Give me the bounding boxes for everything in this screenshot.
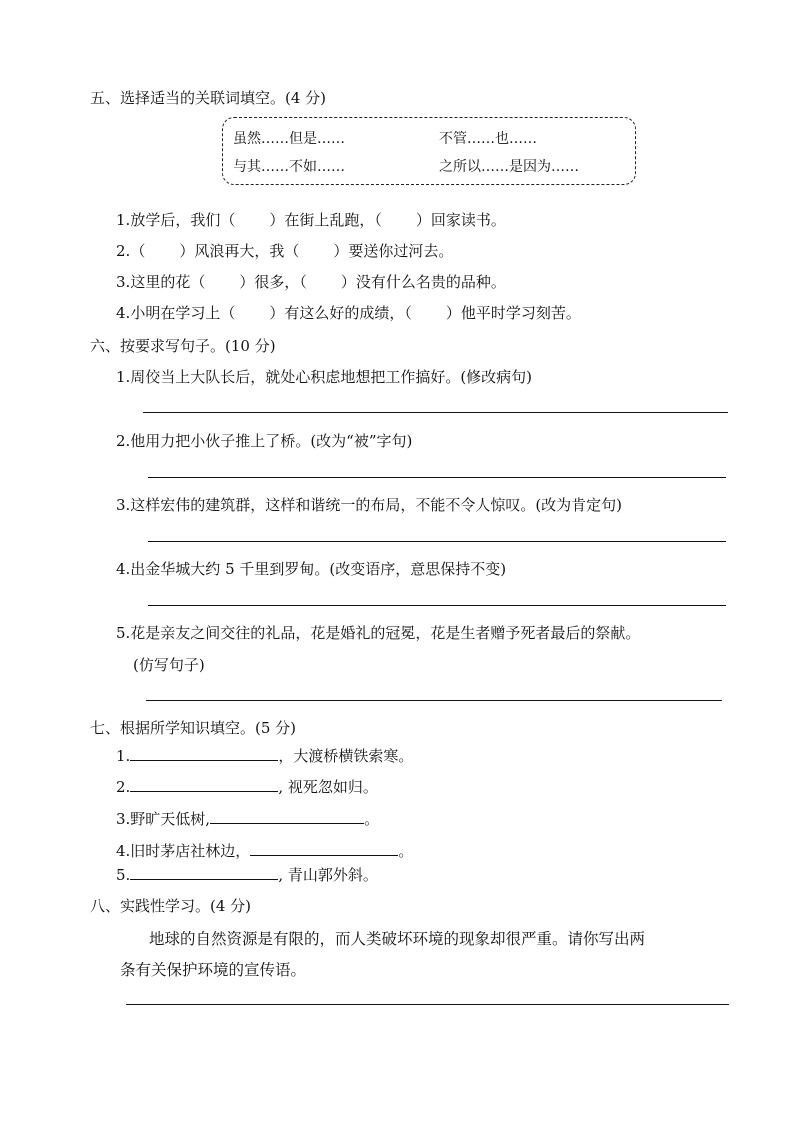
word-pair-3: 与其……不如……	[233, 159, 345, 175]
answer-line[interactable]	[126, 1004, 729, 1005]
s6-question-1: 1.周佼当上大队长后，就处心积虑地想把工作搞好。(修改病句)	[116, 368, 533, 386]
s5-question-2: 2.（ ）风浪再大，我（ ）要送你过河去。	[116, 242, 454, 260]
s7-question-1: 1. ，大渡桥横铁索寒。	[116, 744, 413, 766]
answer-line[interactable]	[143, 412, 728, 413]
s5-question-4: 4.小明在学习上（ ）有这么好的成绩，（ ）他平时学习刻苦。	[116, 304, 581, 322]
s7-question-4: 4.旧时茅店社林边， 。	[116, 839, 413, 861]
answer-line[interactable]	[148, 605, 726, 606]
s6-question-5: 5.花是亲友之间交往的礼品，花是婚礼的冠冕，花是生者赠予死者最后的祭献。	[116, 624, 641, 642]
s8-paragraph-line2: 条有关保护环境的宣传语。	[120, 961, 307, 979]
section8-heading: 八、实践性学习。(4 分)	[90, 897, 252, 915]
fill-blank[interactable]	[210, 807, 364, 824]
s5-question-3: 3.这里的花（ ）很多，（ ）没有什么名贵的品种。	[116, 273, 506, 291]
s7-question-2: 2. , 视死忽如归。	[116, 775, 378, 797]
s7-question-3: 3.野旷天低树, 。	[116, 807, 379, 829]
word-pair-2: 不管……也……	[439, 131, 537, 147]
word-choice-box	[222, 117, 636, 185]
answer-line[interactable]	[148, 541, 726, 542]
s6-question-2: 2.他用力把小伙子推上了桥。(改为“被”字句)	[116, 432, 413, 450]
fill-blank[interactable]	[250, 839, 398, 856]
fill-blank[interactable]	[130, 775, 278, 792]
section6-heading: 六、按要求写句子。(10 分)	[90, 337, 276, 355]
s6-question-3: 3.这样宏伟的建筑群，这样和谐统一的布局，不能不令人惊叹。(改为肯定句)	[116, 496, 623, 514]
s7-question-5: 5. , 青山郭外斜。	[116, 863, 378, 885]
answer-line[interactable]	[148, 477, 726, 478]
word-pair-1: 虽然……但是……	[233, 131, 345, 147]
word-pair-4: 之所以……是因为……	[439, 159, 579, 175]
fill-blank[interactable]	[130, 863, 278, 880]
answer-line[interactable]	[146, 700, 722, 701]
s6-question-5-note: (仿写句子)	[133, 656, 205, 674]
s6-question-4: 4.出金华城大约 5 千里到罗甸。(改变语序，意思保持不变)	[116, 560, 507, 578]
section7-heading: 七、根据所学知识填空。(5 分)	[90, 719, 297, 737]
fill-blank[interactable]	[130, 744, 278, 761]
section5-heading: 五、选择适当的关联词填空。(4 分)	[90, 89, 327, 107]
s5-question-1: 1.放学后，我们（ ）在街上乱跑，（ ）回家读书。	[116, 211, 506, 229]
s8-paragraph-line1: 地球的自然资源是有限的，而人类破坏环境的现象却很严重。请你写出两	[149, 930, 646, 948]
